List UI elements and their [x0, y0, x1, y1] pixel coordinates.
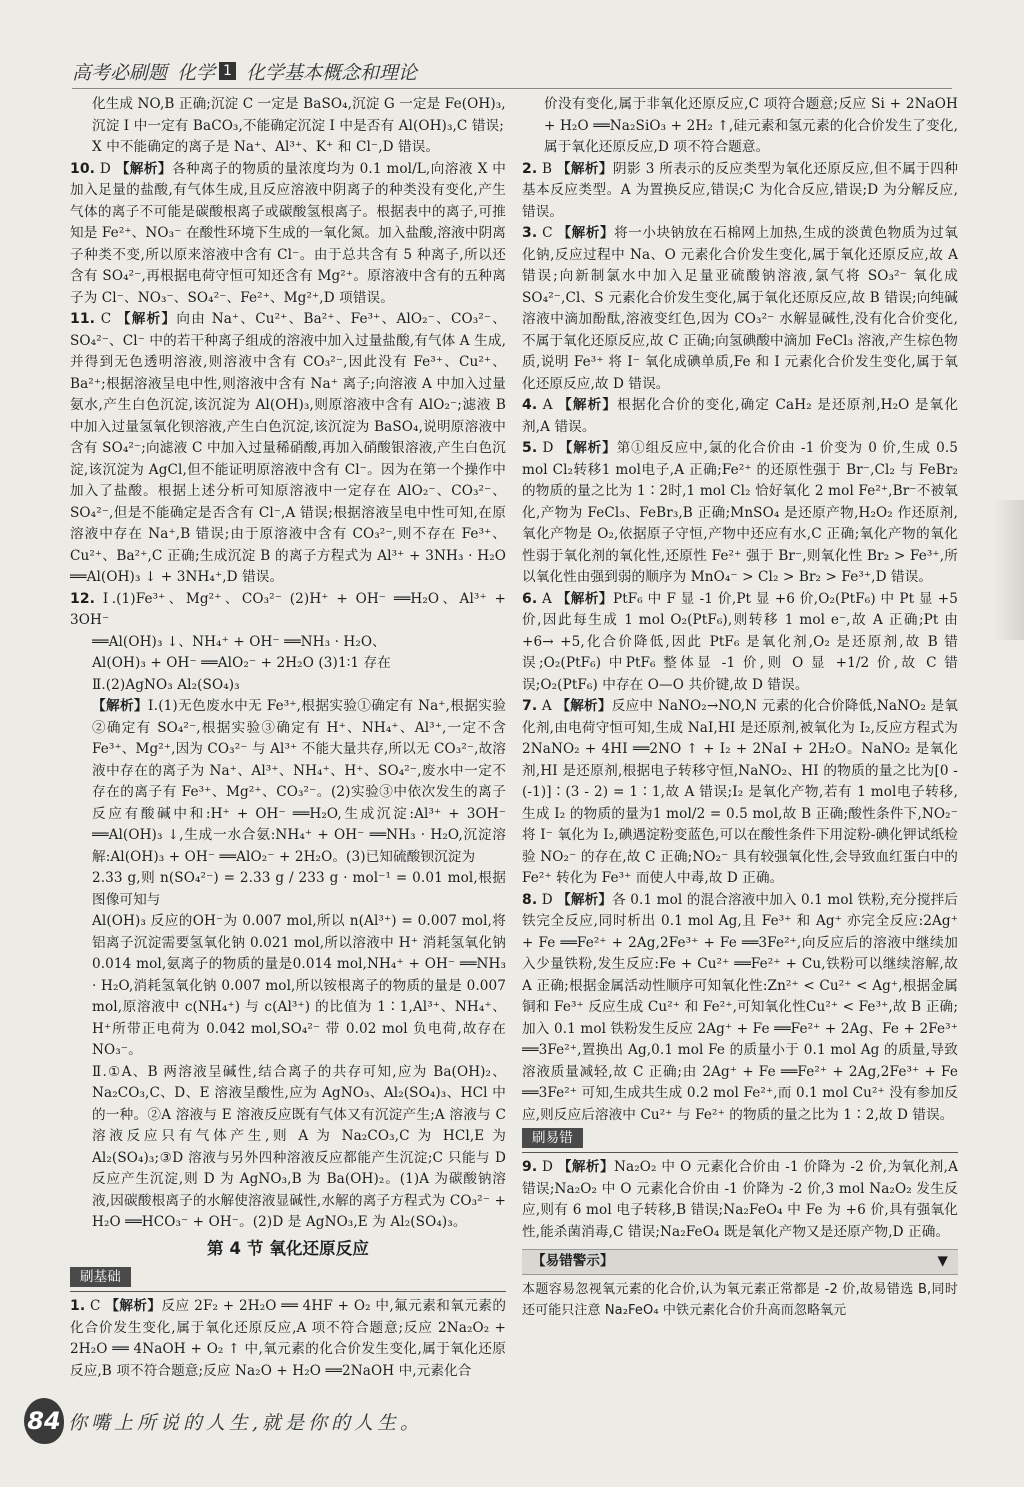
- answer-item-1: [70, 1296, 506, 1382]
- warning-box-header: [522, 1249, 958, 1275]
- item-answer: B: [542, 160, 553, 177]
- analysis-tag: 【解析】: [557, 225, 615, 241]
- band-mistake: 刷易错: [522, 1128, 583, 1148]
- analysis-tag: 【解析】: [557, 891, 613, 908]
- band-rule: [70, 1265, 506, 1292]
- item-number: 1.: [70, 1298, 86, 1314]
- answer-item-4: [522, 395, 958, 438]
- item-text: 根据化合价的变化,确定 CaH₂ 是还原剂,H₂O 是氧化剂,A 错误。: [522, 397, 959, 435]
- triangle-down-icon: ▼: [937, 1253, 948, 1269]
- page-number: 84: [24, 1398, 64, 1444]
- item-number: 4.: [522, 397, 538, 413]
- item-number: 6.: [522, 590, 538, 607]
- cont-line: 价没有变化,属于非氧化还原反应,C 项符合题意;反应 Si + 2NaOH + H₂O ══Na₂SiO₃ + 2H₂ ↑,硅元素和氢元素的化合价发生了变化,属于氧化还原反应,D 项不符合题意。: [544, 96, 958, 155]
- item-text: 阴影 3 所表示的反应类型为氧化还原反应,但不属于四种基本反应类型。A 为置换反应,错误;C 为化合反应,错误;D 为分解反应,错误。: [522, 160, 959, 220]
- header-volume: 1: [219, 62, 236, 80]
- item-answer: D: [541, 891, 553, 908]
- answer-item-12: [70, 589, 506, 1234]
- item-text: Na₂O₂ 中 O 元素化合价由 -1 价降为 -2 价,为氧化剂,A 错误;Na₂O₂ 中 O 元素化合价由 -1 价降为 -2 价,3 mol Na₂O₂ 发生反应,则有 6 mol 电子转移,B 错误;Na₂FeO₄ 中 Fe 为 +6 价,具有强氧化性,能杀菌消毒,C 错误;Na₂FeO₄ 既是氧化产物又是还原产物,D 正确。: [522, 1159, 958, 1240]
- item-text: 各 0.1 mol 的混合溶液中加入 0.1 mol 铁粉,充分搅拌后铁完全反应,同时析出 0.1 mol Ag,且 Fe³⁺ 和 Ag⁺ 亦完全反应:2Ag⁺ + Fe ══Fe²⁺ + 2Ag,2Fe³⁺ + Fe ══3Fe²⁺,向反应后的溶液中继续加入少量铁粉,发生反应:Fe + Cu²⁺ ══Fe²⁺ + Cu,铁粉可以继续溶解,故 A 正确;根据金属活动性顺序可知氧化性:Zn²⁺ < Cu²⁺ < Ag⁺,根据金属铜和 Fe³⁺ 反应生成 Cu²⁺ 和 Fe²⁺,可知氧化性Cu²⁺ < Fe³⁺,故 B 正确;加入 0.1 mol 铁粉发生反应 2Ag⁺ + Fe ══Fe²⁺ + 2Ag、Fe + 2Fe³⁺ ══3Fe²⁺,置换出 Ag,0.1 mol Fe 的质量小于 0.1 mol Ag 的质量,导致溶液质量减轻,故 C 正确;由 2Ag⁺ + Fe ══Fe²⁺ + 2Ag,2Fe³⁺ + Fe ══3Fe²⁺ 可知,生成共生成 0.2 mol Fe²⁺,而 0.1 mol Cu²⁺ 没有参加反应,则反应后溶液中 Cu²⁺ 与 Fe²⁺ 的物质的量之比为 1∶2,故 D 错误。: [522, 891, 959, 1123]
- answer-item-10: [70, 159, 506, 310]
- answer-item-5: [522, 438, 958, 589]
- analysis-tag: 【解析】: [116, 311, 177, 327]
- item-answer: C: [542, 225, 553, 241]
- item-number: 3.: [522, 225, 538, 241]
- item-text: 各种离子的物质的量浓度均为 0.1 mol/L,向溶液 X 中加入足量的盐酸,有气体生成,且反应溶液中阴离子的种类没有变化,产生气体的离子不可能是碳酸根离子或碳酸氢根离子。根据表中的离子,可推知是 Fe²⁺、NO₃⁻ 在酸性环境下生成的一氧化氮。加入盐酸,溶液中阴离子种类不变,所以原来溶液中含有 Cl⁻。由于总共含有 5 种离子,所以还含有 SO₄²⁻,再根据电荷守恒可知还含有 Mg²⁺。原溶液中含有的五种离子为 Cl⁻、NO₃⁻、SO₄²⁻、Fe²⁺、Mg²⁺,D 项错误。: [70, 160, 506, 306]
- item-text: 反应中 NaNO₂→NO,N 元素的化合价降低,NaNO₂ 是氧化剂,由电荷守恒可知,生成 NaI,HI 是还原剂,被氧化为 I₂,反应方程式为 2NaNO₂ + 4HI ══2NO ↑ + I₂ + 2NaI + 2H₂O。NaNO₂ 是氧化剂,HI 是还原剂,根据电子转移守恒,NaNO₂、HI 的物质的量之比为[0 - (-1)]∶(3 - 2) = 1∶1,故 A 错误;I₂ 是氧化产物,若有 1 mol电子转移,生成 I₂ 的物质的量为1 mol/2 = 0.5 mol,故 B 正确;酸性条件下,NO₂⁻ 将 I⁻ 氧化为 I₂,碘遇淀粉变蓝色,可以在酸性条件下用淀粉-碘化钾试纸检验 NO₂⁻ 的存在,故 C 正确;NO₂⁻ 具有较强氧化性,会导致血红蛋白中的 Fe²⁺ 转化为 Fe³⁺ 而使人中毒,故 D 正确。: [522, 698, 959, 886]
- warning-label: 【易错警示】: [532, 1253, 614, 1269]
- item-text: 将一小块钠放在石棉网上加热,生成的淡黄色物质为过氧化钠,反应过程中 Na、O 元素化合价发生变化,属于氧化还原反应,故 A 错误;向新制氯水中加入足量亚硫酸钠溶液,氯气将 SO₃²⁻ 氧化成 SO₄²⁻,Cl、S 元素化合价发生变化,属于氧化还原反应,故 B 错误;向纯碱溶液中滴加酚酞,溶液变红色,因为 CO₃²⁻ 水解显碱性,没有化合价变化,不属于氧化还原反应,故 C 正确;向氢碘酸中滴加 FeCl₃ 溶液,产生棕色物质,说明 Fe³⁺ 将 I⁻ 氧化成碘单质,Fe 和 I 元素化合价发生变化,属于氧化还原反应,故 D 错误。: [522, 225, 958, 392]
- answer-line: Ⅱ.(2)AgNO₃ Al₂(SO₄)₃: [92, 676, 240, 693]
- analysis-tag: 【解析】: [557, 1159, 615, 1175]
- item-text: 向由 Na⁺、Cu²⁺、Ba²⁺、Fe³⁺、AlO₂⁻、CO₃²⁻、SO₄²⁻、Cl⁻ 中的若干种离子组成的溶液中加入过量盐酸,有气体 A 生成,并得到无色透明溶液,则溶液中含有 CO₃²⁻,因此没有 Fe³⁺、Cu²⁺、Ba²⁺;根据溶液呈电中性,则溶液中含有 Na⁺ 离子;向溶液 A 中加入过量氨水,产生白色沉淀,该沉淀为 Al(OH)₃,则原溶液中含有 AlO₂⁻;滤液 B 中加入过量氢氧化钡溶液,产生白色沉淀,该沉淀为 BaSO₄,说明原溶液中含有 SO₄²⁻;向滤液 C 中加入过量稀硝酸,再加入硝酸银溶液,产生白色沉淀,该沉淀为 AgCl,但不能证明原溶液中含有 Cl⁻。因为在第一个操作中加入了盐酸。根据上述分析可知原溶液中一定存在 AlO₂⁻、CO₃²⁻、SO₄²⁻,但是不能确定是否含有 Cl⁻,A 错误;根据溶液呈电中性可知,在原溶液中存在 Na⁺,B 错误;由于原溶液中含有 CO₃²⁻,则不存在 Fe³⁺、Cu²⁺、Ba²⁺,C 正确;生成沉淀 B 的离子方程式为 Al³⁺ + 3NH₃ · H₂O ══Al(OH)₃ ↓ + 3NH₄⁺,D 错误。: [70, 311, 506, 585]
- item-number: 10.: [70, 160, 96, 177]
- header-title: 化学基本概念和理论: [245, 61, 417, 84]
- item-text: 反应 2F₂ + 2H₂O ══ 4HF + O₂ 中,氟元素和氧元素的化合价发生变化,属于氧化还原反应,A 项不符合题意;反应 2Na₂O₂ + 2H₂O ══ 4NaOH + O₂ ↑ 中,氧元素的化合价发生变化,属于氧化还原反应,B 项不符合题意;反应 Na₂O + H₂O ══2NaOH 中,元素化合: [70, 1298, 507, 1379]
- item-text: PtF₆ 中 F 显 -1 价,Pt 显 +6 价,O₂(PtF₆) 中 Pt 显 +5 价,因此每生成 1 mol O₂(PtF₆),则转移 1 mol e⁻,故 A 正确;Pt 由 +6→ +5,化合价降低,因此 PtF₆ 是氧化剂,O₂ 是还原剂,故 B 错误;O₂(PtF₆) 中PtF₆ 整体显 -1 价,则 O 显 +1/2 价,故 C 错误;O₂(PtF₆) 中存在 O—O 共价键,故 D 错误。: [522, 590, 958, 693]
- item-text: Ⅰ.(1)无色废水中无 Fe³⁺,根据实验①确定有 Na⁺,根据实验②确定有 SO₄²⁻,根据实验③确定有 H⁺、NH₄⁺、Al³⁺,一定不含 Fe³⁺、Mg²⁺,因为 CO₃²⁻ 与 Al³⁺ 不能大量共存,所以无 CO₃²⁻,故溶液中存在的离子为 Na⁺、Al³⁺、NH₄⁺、H⁺、SO₄²⁻,废水中一定不存在的离子有 Fe³⁺、Mg²⁺、CO₃²⁻。(2)实验③中依次发生的离子反应有酸碱中和:H⁺ + OH⁻ ══H₂O,生成沉淀:Al³⁺ + 3OH⁻ ══Al(OH)₃ ↓,生成一水合氨:NH₄⁺ + OH⁻ ══NH₃ · H₂O,沉淀溶解:Al(OH)₃ + OH⁻ ══AlO₂⁻ + 2H₂O。(3)已知硫酸钡沉淀为: [92, 698, 506, 865]
- analysis-tag: 【解析】: [558, 397, 618, 413]
- analysis-tag: 【解析】: [115, 160, 172, 177]
- item-text: 第①组反应中,氯的化合价由 -1 价变为 0 价,生成 0.5 mol Cl₂转移1 mol电子,A 正确;Fe²⁺ 的还原性强于 Br⁻,Cl₂ 与 FeBr₂ 的物质的量之比为 1∶2时,1 mol Cl₂ 恰好氧化 2 mol Fe²⁺,Br⁻不被氧化,产物为 FeCl₃、FeBr₃,B 正确;MnSO₄ 是还原产物,H₂O₂ 作还原剂,氧化产物是 O₂,依据原子守恒,产物中还应有水,C 正确;氧化产物的氧化性弱于氧化剂的氧化性,还原性 Fe²⁺ 强于 Br⁻,则氧化性 Br₂ > Fe³⁺,所以氧化性由强到弱的顺序为 MnO₄⁻ > Cl₂ > Br₂ > Fe³⁺,D 错误。: [522, 440, 959, 585]
- right-column: [522, 94, 958, 1321]
- analysis-tag: 【解析】: [556, 590, 613, 607]
- item-answer: D: [99, 160, 111, 177]
- band-rule: [522, 1126, 958, 1153]
- warning-text: 本题容易忽视氧元素的化合价,认为氧元素正常都是 -2 价,故易错选 B,同时还可能只注意 Na₂FeO₄ 中铁元素化合价升高而忽略氧元: [522, 1281, 958, 1318]
- item-answer: A: [541, 698, 552, 714]
- analysis-tag: 【解析】: [92, 698, 149, 714]
- cont-line: 化生成 NO,B 正确;沉淀 C 一定是 BaSO₄,沉淀 G 一定是 Fe(OH)₃,: [92, 96, 506, 112]
- item-text: Al(OH)₃ 反应的OH⁻为 0.007 mol,所以 n(Al³⁺) = 0.007 mol,将铝离子沉淀需要氢氧化钠 0.021 mol,所以溶液中 H⁺ 消耗氢氧化钠 0.014 mol,氨离子的物质的量是0.014 mol,NH₄⁺ + OH⁻ ══NH₃ · H₂O,消耗氢氧化钠 0.007 mol,所以铵根离子的物质的量是 0.007 mol,原溶液中 c(NH₄⁺) 与 c(Al³⁺) 的比值为 1∶1,Al³⁺、NH₄⁺、H⁺所带正电荷为 0.042 mol,SO₄²⁻ 带 0.02 mol 负电荷,故存在 NO₃⁻。: [92, 913, 506, 1058]
- item-number: 9.: [522, 1159, 538, 1175]
- header-rule: [72, 88, 952, 89]
- item-answer: A: [542, 397, 553, 413]
- item-number: 12.: [70, 590, 96, 607]
- left-column: [70, 94, 506, 1382]
- analysis-tag: 【解析】: [105, 1298, 162, 1314]
- answer-item-7: [522, 696, 958, 890]
- answer-item-8: [522, 890, 958, 1127]
- answer-line: ══Al(OH)₃ ↓、NH₄⁺ + OH⁻ ══NH₃ · H₂O、: [92, 633, 386, 650]
- item-answer: C: [100, 311, 112, 327]
- band-basic: 刷基础: [70, 1267, 131, 1287]
- cont-line: X 中不能确定的离子是 Na⁺、Al³⁺、K⁺ 和 Cl⁻,D 错误。: [92, 139, 440, 155]
- item-number: 7.: [522, 698, 538, 714]
- answer-item-11: [70, 309, 506, 589]
- item-answer: A: [542, 590, 552, 607]
- answer-item-2: [522, 159, 958, 224]
- running-header: [72, 56, 952, 86]
- item-text: 2.33 g,则 n(SO₄²⁻) = 2.33 g / 233 g · mol⁻¹ = 0.01 mol,根据图像可知与: [92, 870, 506, 908]
- answer-line: Ⅰ.(1)Fe³⁺、Mg²⁺、CO₃²⁻ (2)H⁺ + OH⁻ ══H₂O、Al³⁺ + 3OH⁻: [70, 590, 507, 628]
- item-number: 11.: [70, 311, 96, 327]
- analysis-tag: 【解析】: [556, 698, 612, 714]
- item-number: 5.: [522, 440, 538, 456]
- item-number: 8.: [522, 891, 538, 908]
- analysis-tag: 【解析】: [556, 160, 613, 177]
- page-edge: [994, 500, 1024, 640]
- cont-line: 沉淀 I 中一定有 BaCO₃,不能确定沉淀 I 中是否有 Al(OH)₃,C 错误;: [92, 117, 504, 134]
- answer-line: Al(OH)₃ + OH⁻ ══AlO₂⁻ + 2H₂O (3)1∶1 存在: [92, 655, 391, 671]
- analysis-tag: 【解析】: [558, 440, 617, 456]
- footer-motto: 你嘴上所说的人生,就是你的人生。: [68, 1412, 424, 1434]
- item-answer: D: [542, 440, 554, 456]
- answer-item-6: [522, 589, 958, 697]
- section-title: 第 4 节 氧化还原反应: [207, 1238, 369, 1258]
- item-number: 2.: [522, 160, 538, 177]
- answer-item-9: [522, 1157, 958, 1243]
- answer-item-3: [522, 223, 958, 395]
- header-series: 高考必刷题: [72, 61, 168, 84]
- header-subject: 化学: [177, 61, 216, 84]
- item-text: Ⅱ.①A、B 两溶液呈碱性,结合离子的共存可知,应为 Ba(OH)₂、Na₂CO₃,C、D、E 溶液呈酸性,应为 AgNO₃、Al₂(SO₄)₃、HCl 中的一种。②A 溶液与 E 溶液反应既有气体又有沉淀产生;A 溶液与 C 溶液反应只有气体产生,则 A 为 Na₂CO₃,C 为 HCl,E 为 Al₂(SO₄)₃;③D 溶液与另外四种溶液反应都能产生沉淀;C 只能与 D 反应产生沉淀,则 D 为 AgNO₃,B 为 Ba(OH)₂。(1)A 为碳酸钠溶液,因碳酸根离子的水解使溶液显碱性,水解的离子方程式为 CO₃²⁻ + H₂O ══HCO₃⁻ + OH⁻。(2)D 是 AgNO₃,E 为 Al₂(SO₄)₃。: [92, 1063, 506, 1230]
- item-answer: C: [90, 1298, 101, 1314]
- item-answer: D: [542, 1159, 554, 1175]
